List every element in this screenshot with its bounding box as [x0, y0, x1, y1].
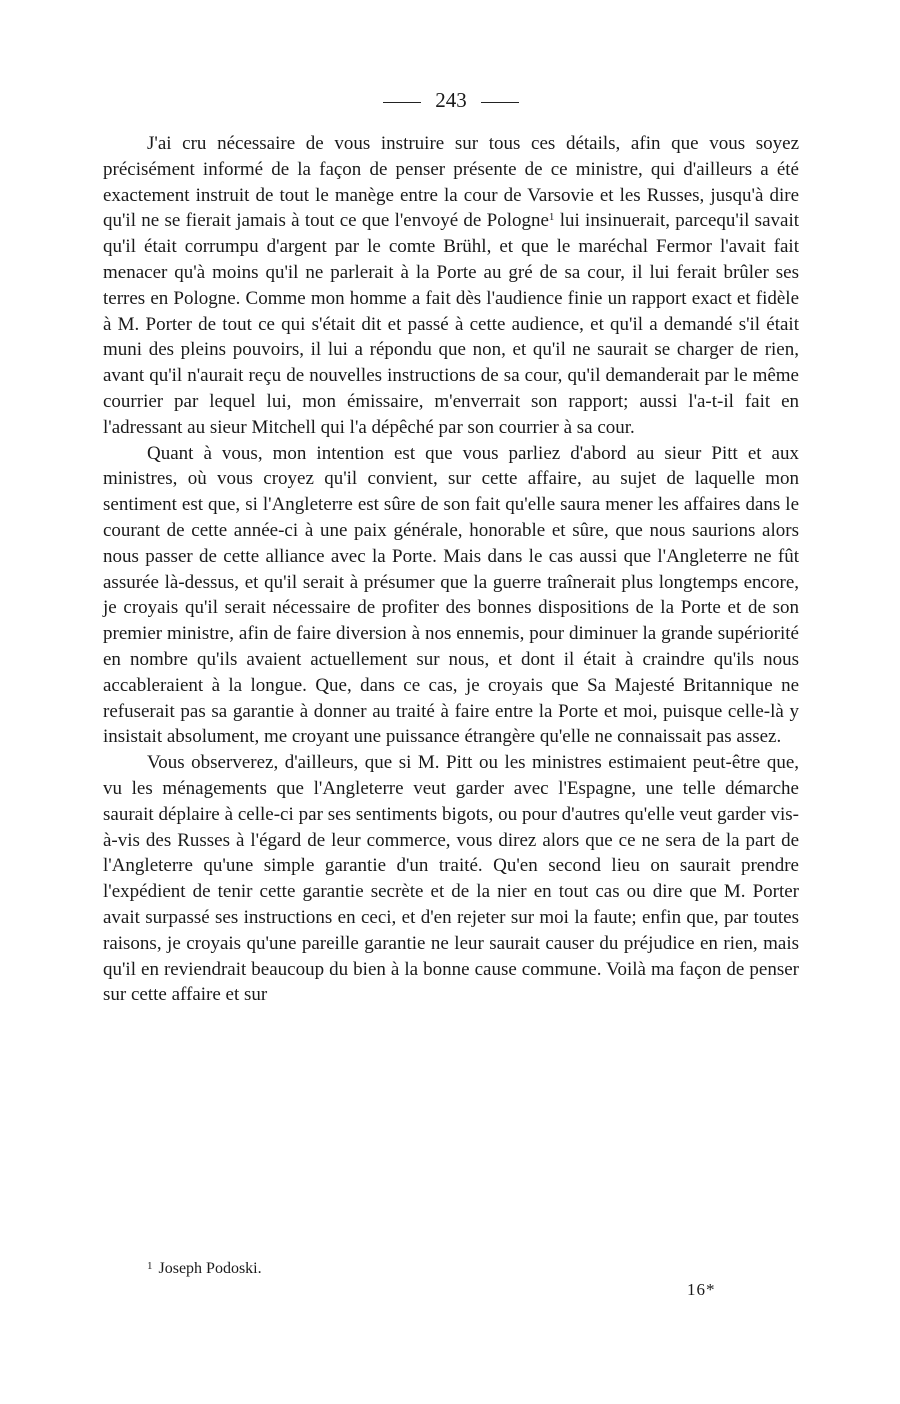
signature-mark: 16*	[687, 1280, 716, 1299]
footnote-reference: 1	[548, 211, 555, 224]
paragraph-1-part-1: J'ai cru nécessaire de vous instruire sur tous ces détails, afin que vous soyez précisément informé de la façon de penser présente de ce ministre, qui d'ailleurs a été exactement instruit de tout le manège entre la cour de Varsovie et les Russes, jusqu'à dire qu'il ne se fierait jamais à tout ce que l'envoyé de Pologne	[103, 133, 799, 232]
paragraph-2: Quant à vous, mon intention est que vous parliez d'abord au sieur Pitt et aux ministres, où vous croyez qu'il convient, sur cette affaire, au sujet de laquelle mon sentiment est que, si l'Angleterre est sûre de son fait qu'elle saura mener les affaires dans le courant de cette année-ci à une paix générale, honorable et sûre, que nous saurions alors nous passer de cette alliance avec la Porte. Mais dans le cas aussi que l'Angleterre ne fût assurée là-dessus, et qu'il serait à présumer que la guerre traînerait plus longtemps encore, je croyais qu'il serait nécessaire de profiter des bonnes dispositions de la Porte et de son premier ministre, afin de faire diversion à nos ennemis, pour diminuer la grande supériorité en nombre qu'ils avaient actuellement sur nous, et dont il était à craindre qu'ils nous accableraient à la longue. Que, dans ce cas, je croyais que Sa Majesté Britannique ne refuserait pas sa garantie à donner au traité à faire entre la Porte et moi, puisque celle-là y insistait absolument, me croyant une puissance étrangère qu'elle ne connaissait pas assez.	[103, 442, 799, 748]
left-dash	[383, 102, 421, 103]
footnote	[147, 1255, 262, 1280]
footnote-number: 1	[147, 1260, 153, 1272]
right-dash	[481, 102, 519, 103]
running-head	[103, 86, 799, 114]
paragraph-3: Vous observerez, d'ailleurs, que si M. Pitt ou les ministres estimaient peut-être que, vu les ménagements que l'Angleterre veut garder avec l'Espagne, une telle démarche saurait déplaire à celle-ci par ses sentiments bigots, ou pour d'autres qu'elle veut garder vis-à-vis des Russes à l'égard de leur commerce, vous direz alors que ce ne sera de la part de l'Angleterre qu'une simple garantie d'un traité. Qu'en second lieu on saurait prendre l'expédient de tenir cette garantie secrète et de la nier en tout cas ou dire que M. Porter avait surpassé ses instructions en ceci, et d'en rejeter sur moi la faute; enfin que, par toutes raisons, je croyais qu'une pareille garantie ne leur saurait causer du préjudice en rien, mais qu'il en reviendrait beaucoup du bien à la bonne cause commune. Voilà ma façon de penser sur cette affaire et sur	[103, 752, 799, 1006]
page-number: 243	[435, 88, 467, 112]
paragraph-1-part-2: lui insinuerait, parcequ'il savait qu'il était corrumpu d'argent par le comte Brühl, et que le maréchal Fermor l'avait fait menacer qu'à moins qu'il ne parlerait à la Porte au gré de sa cour, il lui ferait brûler ses terres en Pologne. Comme mon homme a fait dès l'audience finie un rapport exact et fidèle à M. Porter de tout ce qui s'était dit et passé à cette audience, et qu'il a demandé s'il était muni des pleins pouvoirs, il lui a répondu que non, et qu'il ne saurait se charger de rien, avant qu'il n'aurait reçu de nouvelles instructions de sa cour, qu'il demanderait par le même courrier par lequel lui, mon émissaire, m'enverrait son rapport; aussi l'a-t-il fait en l'adressant au sieur Mitchell qui l'a dépêché par son courrier à sa cour.	[103, 210, 800, 438]
footnote-text: Joseph Podoski.	[158, 1260, 262, 1277]
paragraph-1	[103, 131, 799, 441]
body-text	[103, 131, 799, 1008]
